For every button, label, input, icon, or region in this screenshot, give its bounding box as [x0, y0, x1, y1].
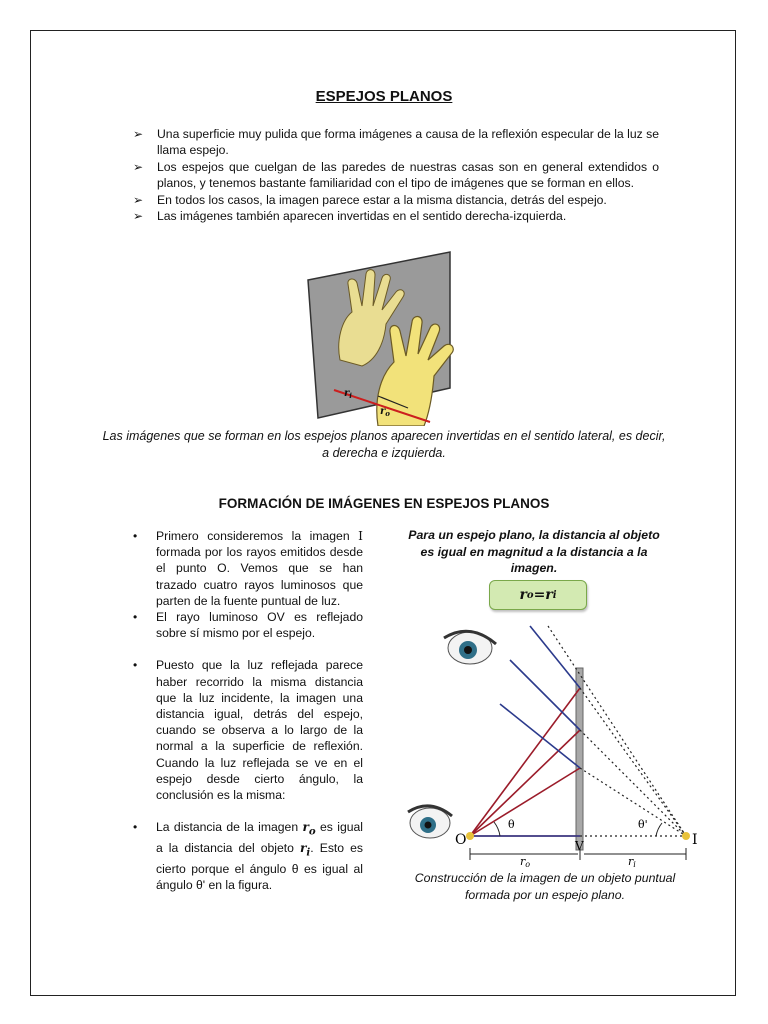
arrow-bullet-icon: ➢ — [133, 127, 144, 141]
label-theta: θ — [508, 818, 515, 831]
label-ro: ro — [520, 855, 531, 868]
label-ri: ri — [628, 855, 636, 868]
formation-bullet: • El rayo luminoso OV es reflejado sobre sí mismo por el espejo. — [133, 610, 363, 641]
label-V: V — [575, 839, 584, 853]
label-I: I — [692, 832, 698, 848]
theta-arc — [494, 822, 500, 836]
virtual-rays — [548, 626, 686, 836]
mirror-distance-note: Para un espejo plano, la distancia al objeto es igual en magnitud a la distancia a la imagen. — [408, 528, 660, 575]
image-point — [682, 832, 690, 840]
arrow-bullet-icon: ➢ — [133, 192, 144, 207]
ray-diagram — [400, 618, 710, 868]
hands-mirror-figure — [300, 250, 472, 426]
bullet-dot-icon: • — [133, 658, 138, 673]
label-ri: $r_i$ — [344, 388, 352, 400]
formation-bullet-list — [133, 528, 363, 893]
bullet-dot-icon: • — [133, 820, 138, 835]
arrow-bullet-icon: ➢ — [133, 159, 144, 174]
intro-bullet: ➢ Una superficie muy pulida que forma imágenes a causa de la reflexión especular de la luz se llama espejo. — [133, 127, 659, 158]
hands-caption: Las imágenes que se forman en los espejos planos aparecen invertidas en el sentido lateral, es decir, a derecha e izquierda. — [102, 429, 666, 460]
mirror-plane — [576, 668, 583, 850]
formation-bullet: • Puesto que la luz reflejada parece haber recorrido la misma distancia que la luz incidente, la imagen una distancia igual, detrás del espejo, cuando se observa a lo largo de la normal a la superficie de reflexión. Cuando la luz reflejada se ve en el espejo desde cierto ángulo, la conclusión es la misma: — [133, 658, 363, 803]
intro-bullet-list — [133, 126, 659, 224]
eye-icon — [444, 631, 496, 664]
label-theta-prime: θ' — [638, 818, 648, 831]
label-O: O — [455, 832, 467, 848]
eye-icon — [408, 806, 452, 838]
section-title: FORMACIÓN DE IMÁGENES EN ESPEJOS PLANOS — [218, 496, 550, 511]
object-point — [466, 832, 474, 840]
formation-bullet: • Primero consideremos la imagen I formada por los rayos emitidos desde el punto O. Vemos que se han trazado cuatro rayos luminosos que parten de la fuente puntual de luz. — [133, 529, 363, 608]
intro-bullet: ➢ Los espejos que cuelgan de las paredes de nuestras casas son en general extendidos o planos, y tenemos bastante familiaridad con el tipo de imágenes que se forman en ellos. — [133, 159, 659, 191]
diagram-caption: Construcción de la imagen de un objeto puntual formada por un espejo plano. — [414, 871, 676, 902]
page-title: ESPEJOS PLANOS — [315, 88, 453, 105]
bullet-dot-icon: • — [133, 610, 138, 625]
label-ro: $r_o$ — [380, 406, 390, 418]
intro-bullet: ➢ En todos los casos, la imagen parece estar a la misma distancia, detrás del espejo. — [133, 192, 607, 207]
formation-bullet: • La distancia de la imagen $r_o$ es igual a la distancia del objeto $r_i$. Esto es cierto porque el ángulo θ es igual al ángulo θ' en la figura. — [133, 820, 363, 892]
intro-bullet: ➢ Las imágenes también aparecen invertidas en el sentido derecha-izquierda. — [133, 209, 567, 224]
formula-box: r o = r i — [489, 580, 587, 610]
bullet-dot-icon: • — [133, 529, 138, 543]
incident-rays — [470, 688, 580, 836]
theta-prime-arc — [656, 823, 662, 836]
arrow-bullet-icon: ➢ — [133, 209, 144, 224]
